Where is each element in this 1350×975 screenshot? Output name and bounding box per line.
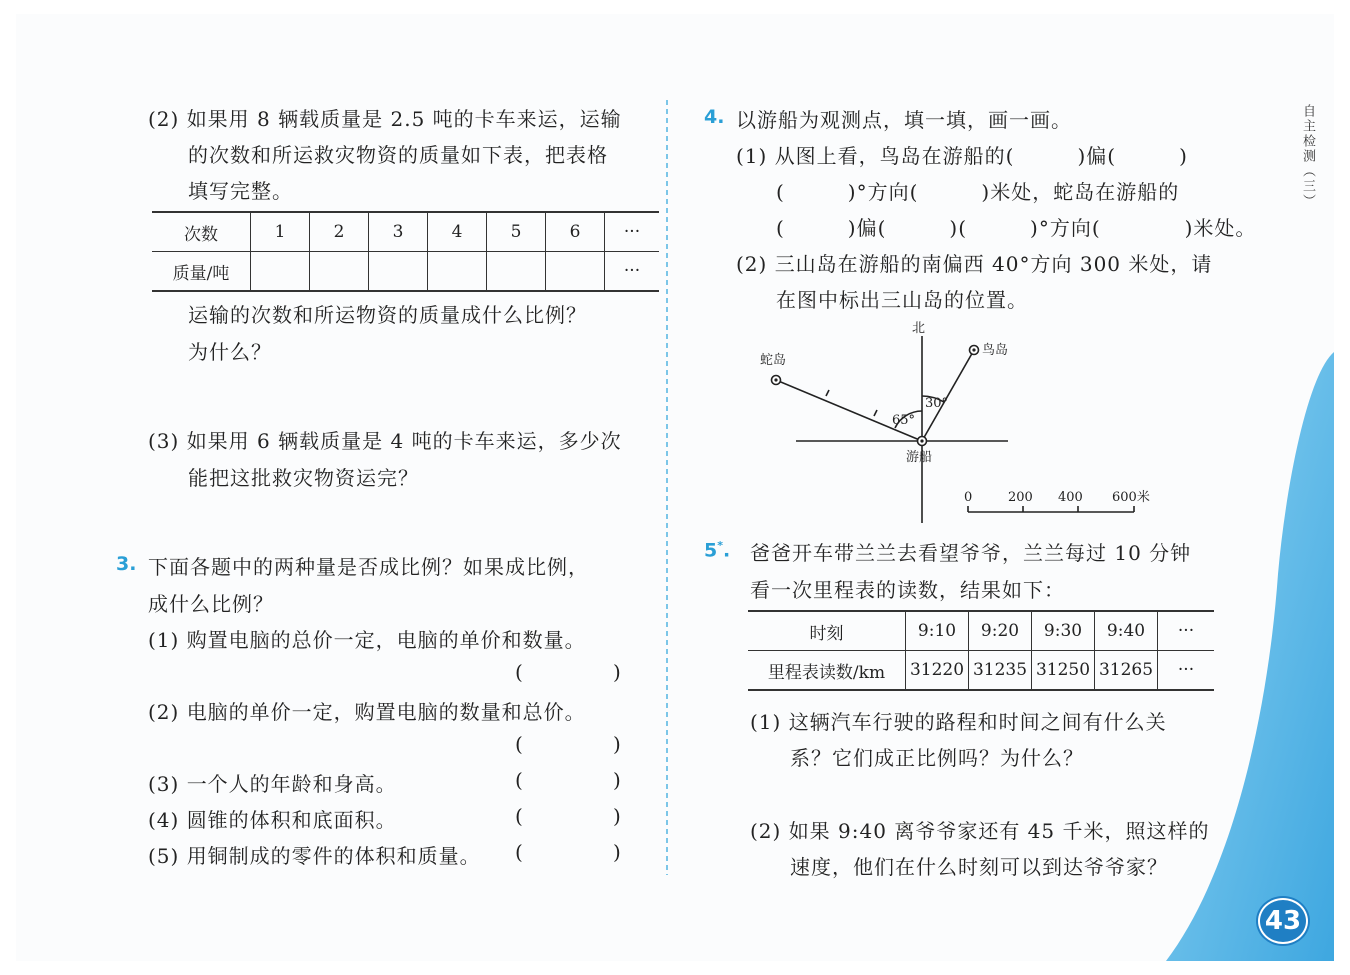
table-cell: 31250 [1032, 651, 1095, 691]
snake-island-label: 蛇岛 [760, 353, 787, 368]
angle-30-label: 30° [925, 396, 949, 411]
table-input-cell[interactable] [428, 252, 487, 292]
q4-part2-line2: 在图中标出三山岛的位置。 [776, 288, 1028, 312]
angle-65-label: 65° [892, 413, 916, 428]
q2-part2-line1: (2) 如果用 8 辆载质量是 2.5 吨的卡车来运，运输 [148, 107, 622, 131]
q3-number: 3. [116, 553, 137, 575]
answer-paren-open: ( [515, 732, 524, 756]
q5-part2-line1: (2) 如果 9:40 离爷爷家还有 45 千米，照这样的 [750, 819, 1210, 843]
table-cell: 时刻 [748, 611, 906, 651]
q2-part3-line1: (3) 如果用 6 辆载质量是 4 吨的卡车来运，多少次 [148, 429, 622, 453]
q5-line1: 爸爸开车带兰兰去看望爷爷，兰兰每过 10 分钟 [750, 541, 1192, 565]
answer-paren-open: ( [515, 768, 524, 792]
table-cell: 次数 [152, 212, 251, 252]
boat-label: 游船 [906, 450, 933, 465]
scale-tick-label: 0 [964, 490, 973, 505]
scale-tick-label: 200 [1008, 490, 1033, 505]
q2-after-line2: 为什么？ [188, 340, 272, 364]
table-cell: 9:10 [906, 611, 969, 651]
q3-line2: 成什么比例？ [148, 592, 274, 616]
table-input-cell[interactable] [546, 252, 605, 292]
table-input-cell[interactable] [251, 252, 310, 292]
q3-item-1: (1) 购置电脑的总价一定，电脑的单价和数量。 [148, 628, 586, 652]
q3-line1: 下面各题中的两种量是否成比例？如果成比例， [148, 555, 589, 579]
answer-paren-close: ) [613, 660, 622, 684]
scale-tick-label: 600米 [1112, 490, 1150, 505]
table-cell: 31265 [1095, 651, 1158, 691]
q4-part1-line3: ( )偏( )( )°方向( )米处。 [776, 216, 1257, 240]
q3-item-2: (2) 电脑的单价一定，购置电脑的数量和总价。 [148, 700, 586, 724]
table-cell: 9:40 [1095, 611, 1158, 651]
q4-number: 4. [704, 106, 725, 128]
answer-paren-open: ( [515, 660, 524, 684]
table-cell: 31220 [906, 651, 969, 691]
answer-paren-close: ) [613, 768, 622, 792]
north-label: 北 [912, 321, 926, 336]
answer-paren-open: ( [515, 840, 524, 864]
q5-line2: 看一次里程表的读数，结果如下： [750, 578, 1065, 602]
sidebar-label: 自主检测（三） [1300, 104, 1315, 209]
bearing-line-snake [776, 380, 922, 441]
q2-part2-line2: 的次数和所运救灾物资的质量如下表，把表格 [188, 143, 608, 167]
q2-table [152, 211, 659, 292]
q4-part2-line1: (2) 三山岛在游船的南偏西 40°方向 300 米处，请 [736, 252, 1213, 276]
answer-paren-open: ( [515, 804, 524, 828]
table-cell: ··· [1158, 651, 1215, 691]
table-cell: 31235 [969, 651, 1032, 691]
scale-tick-label: 400 [1058, 490, 1083, 505]
table-cell: 9:20 [969, 611, 1032, 651]
table-cell: 2 [310, 212, 369, 252]
table-cell: 6 [546, 212, 605, 252]
answer-paren-close: ) [613, 840, 622, 864]
q5-part2-line2: 速度，他们在什么时刻可以到达爷爷家？ [790, 855, 1168, 879]
answer-paren-close: ) [613, 804, 622, 828]
table-cell: 4 [428, 212, 487, 252]
q5-part1-line2: 系？它们成正比例吗？为什么？ [790, 746, 1084, 770]
table-cell: ··· [605, 252, 660, 292]
q5-odometer-table [748, 610, 1214, 691]
q5-number [704, 539, 730, 561]
direction-diagram [750, 318, 1170, 528]
q4-part1-line1: (1) 从图上看，鸟岛在游船的( )偏( ) [736, 144, 1188, 168]
table-input-cell[interactable] [369, 252, 428, 292]
q3-item-4: (4) 圆锥的体积和底面积。 [148, 808, 397, 832]
page-number-badge: 43 [1258, 898, 1308, 944]
table-input-cell[interactable] [487, 252, 546, 292]
table-cell: 里程表读数/km [767, 662, 886, 683]
q3-item-5: (5) 用铜制成的零件的体积和质量。 [148, 844, 481, 868]
table-input-cell[interactable] [310, 252, 369, 292]
answer-paren-close: ) [613, 732, 622, 756]
table-cell: ··· [605, 212, 660, 252]
table-cell: 1 [251, 212, 310, 252]
q4-line1: 以游船为观测点，填一填，画一画。 [736, 108, 1072, 132]
table-cell: 5 [487, 212, 546, 252]
q2-after-line1: 运输的次数和所运物资的质量成什么比例？ [188, 303, 587, 327]
q2-part3-line2: 能把这批救灾物资运完？ [188, 466, 419, 490]
q5-part1-line1: (1) 这辆汽车行驶的路程和时间之间有什么关 [750, 710, 1167, 734]
table-cell: 3 [369, 212, 428, 252]
q5-number-digit: 5 [704, 539, 718, 562]
q4-part1-line2: ( )°方向( )米处，蛇岛在游船的 [776, 180, 1180, 204]
q2-part2-line3: 填写完整。 [188, 179, 293, 203]
dashed-divider [664, 100, 670, 875]
bird-island-label: 鸟岛 [982, 343, 1009, 358]
table-cell: 质量/吨 [172, 263, 230, 284]
q3-item-3: (3) 一个人的年龄和身高。 [148, 772, 397, 796]
q5-dot: . [723, 539, 731, 562]
table-cell: 9:30 [1032, 611, 1095, 651]
table-cell: ··· [1158, 611, 1215, 651]
q5-star: * [717, 539, 723, 552]
